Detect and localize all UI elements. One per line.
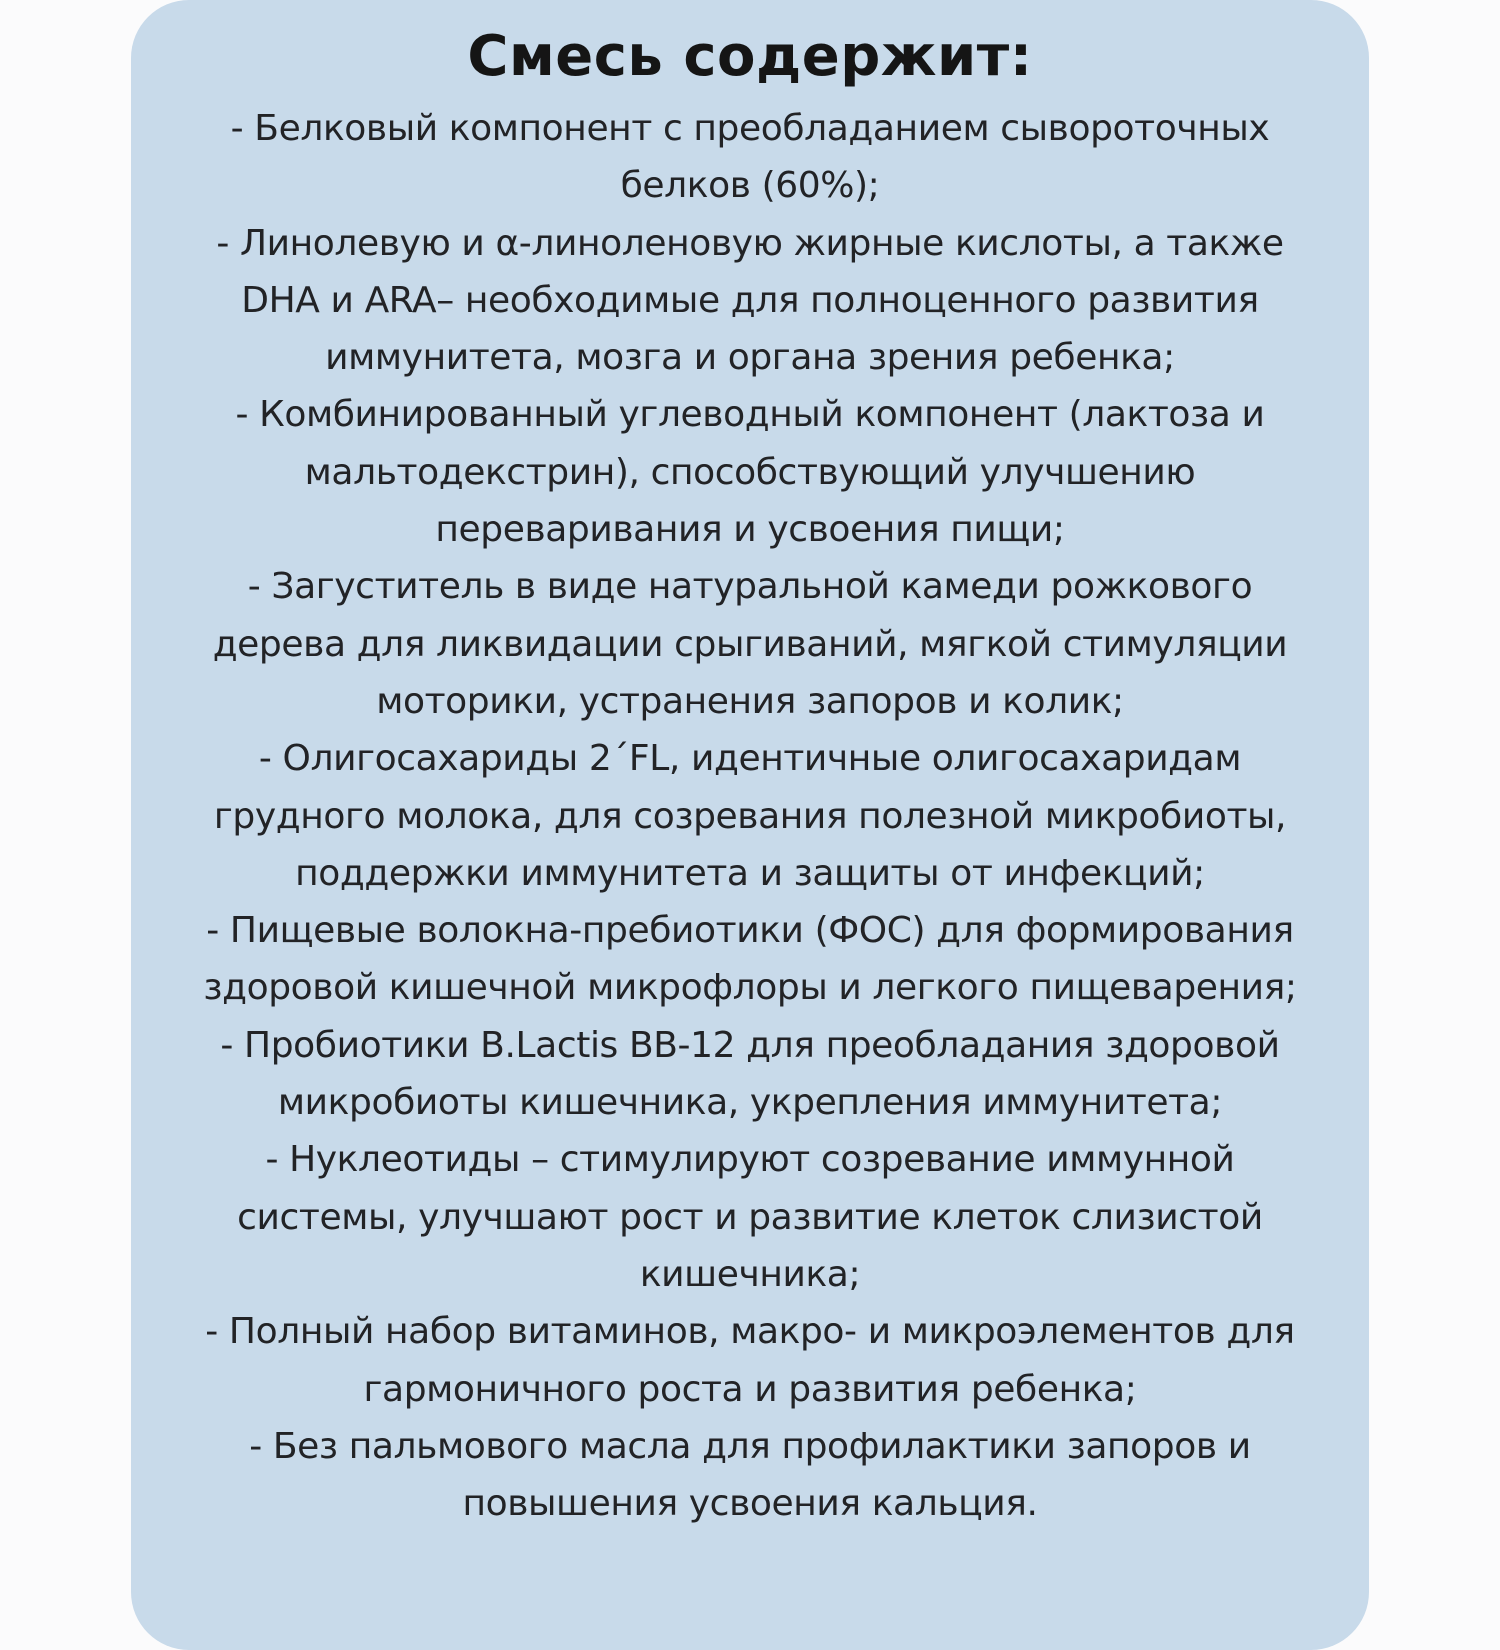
list-item-line: гармоничного роста и развития ребенка;	[363, 1368, 1137, 1410]
list-item-line: - Нуклеотиды – стимулируют созревание иммунной	[265, 1139, 1235, 1181]
list-item-line: грудного молока, для созревания полезной микробиоты,	[213, 795, 1287, 837]
list-item	[141, 386, 1359, 558]
list-item-line: повышения усвоения кальция.	[462, 1483, 1038, 1525]
list-item-line: - Пищевые волокна-пребиотики (ФОС) для формирования	[206, 910, 1294, 952]
list-item	[141, 1303, 1359, 1418]
list-item	[141, 1131, 1359, 1303]
list-item	[141, 730, 1359, 902]
list-item-line: моторики, устранения запоров и колик;	[376, 680, 1124, 722]
list-item	[141, 558, 1359, 730]
list-item-line: системы, улучшают рост и развитие клеток слизистой	[237, 1196, 1263, 1238]
list-item-line: - Комбинированный углеводный компонент (лактоза и	[235, 394, 1265, 436]
list-item	[141, 1418, 1359, 1533]
card-title: Смесь содержит:	[467, 24, 1033, 89]
list-item-line: здоровой кишечной микрофлоры и легкого пищеварения;	[203, 967, 1297, 1009]
ingredient-list	[131, 100, 1369, 1532]
list-item-line: - Олигосахариды 2´FL, идентичные олигосахаридам	[258, 738, 1242, 780]
list-item-line: - Белковый компонент с преобладанием сывороточных	[230, 108, 1270, 149]
list-item-line: - Полный набор витаминов, макро- и микроэлементов для	[205, 1311, 1295, 1353]
list-item	[141, 215, 1359, 387]
list-item-line: - Пробиотики B.Lactis BB-12 для преобладания здоровой	[220, 1024, 1280, 1066]
list-item-line: иммунитета, мозга и органа зрения ребенка;	[325, 337, 1175, 379]
list-item-line: - Загуститель в виде натуральной камеди рожкового	[247, 566, 1253, 608]
list-item-line: микробиоты кишечника, укрепления иммунитета;	[277, 1082, 1223, 1124]
list-item-line: мальтодекстрин), способствующий улучшению	[304, 451, 1196, 493]
list-item-line: переваривания и усвоения пищи;	[435, 509, 1065, 551]
list-item-line: DHA и ARA– необходимые для полноценного развития	[241, 279, 1259, 321]
list-item-line: поддержки иммунитета и защиты от инфекций;	[295, 852, 1205, 894]
list-item	[141, 100, 1359, 215]
list-item-line: кишечника;	[639, 1253, 861, 1295]
info-card	[131, 0, 1369, 1650]
list-item	[141, 902, 1359, 1017]
list-item	[141, 1017, 1359, 1132]
list-item-line: дерева для ликвидации срыгиваний, мягкой стимуляции	[212, 623, 1288, 665]
list-item-line: белков (60%);	[620, 165, 880, 207]
list-item-line: - Линолевую и α-линоленовую жирные кислоты, а также	[216, 222, 1284, 264]
list-item-line: - Без пальмового масла для профилактики запоров и	[249, 1425, 1251, 1467]
